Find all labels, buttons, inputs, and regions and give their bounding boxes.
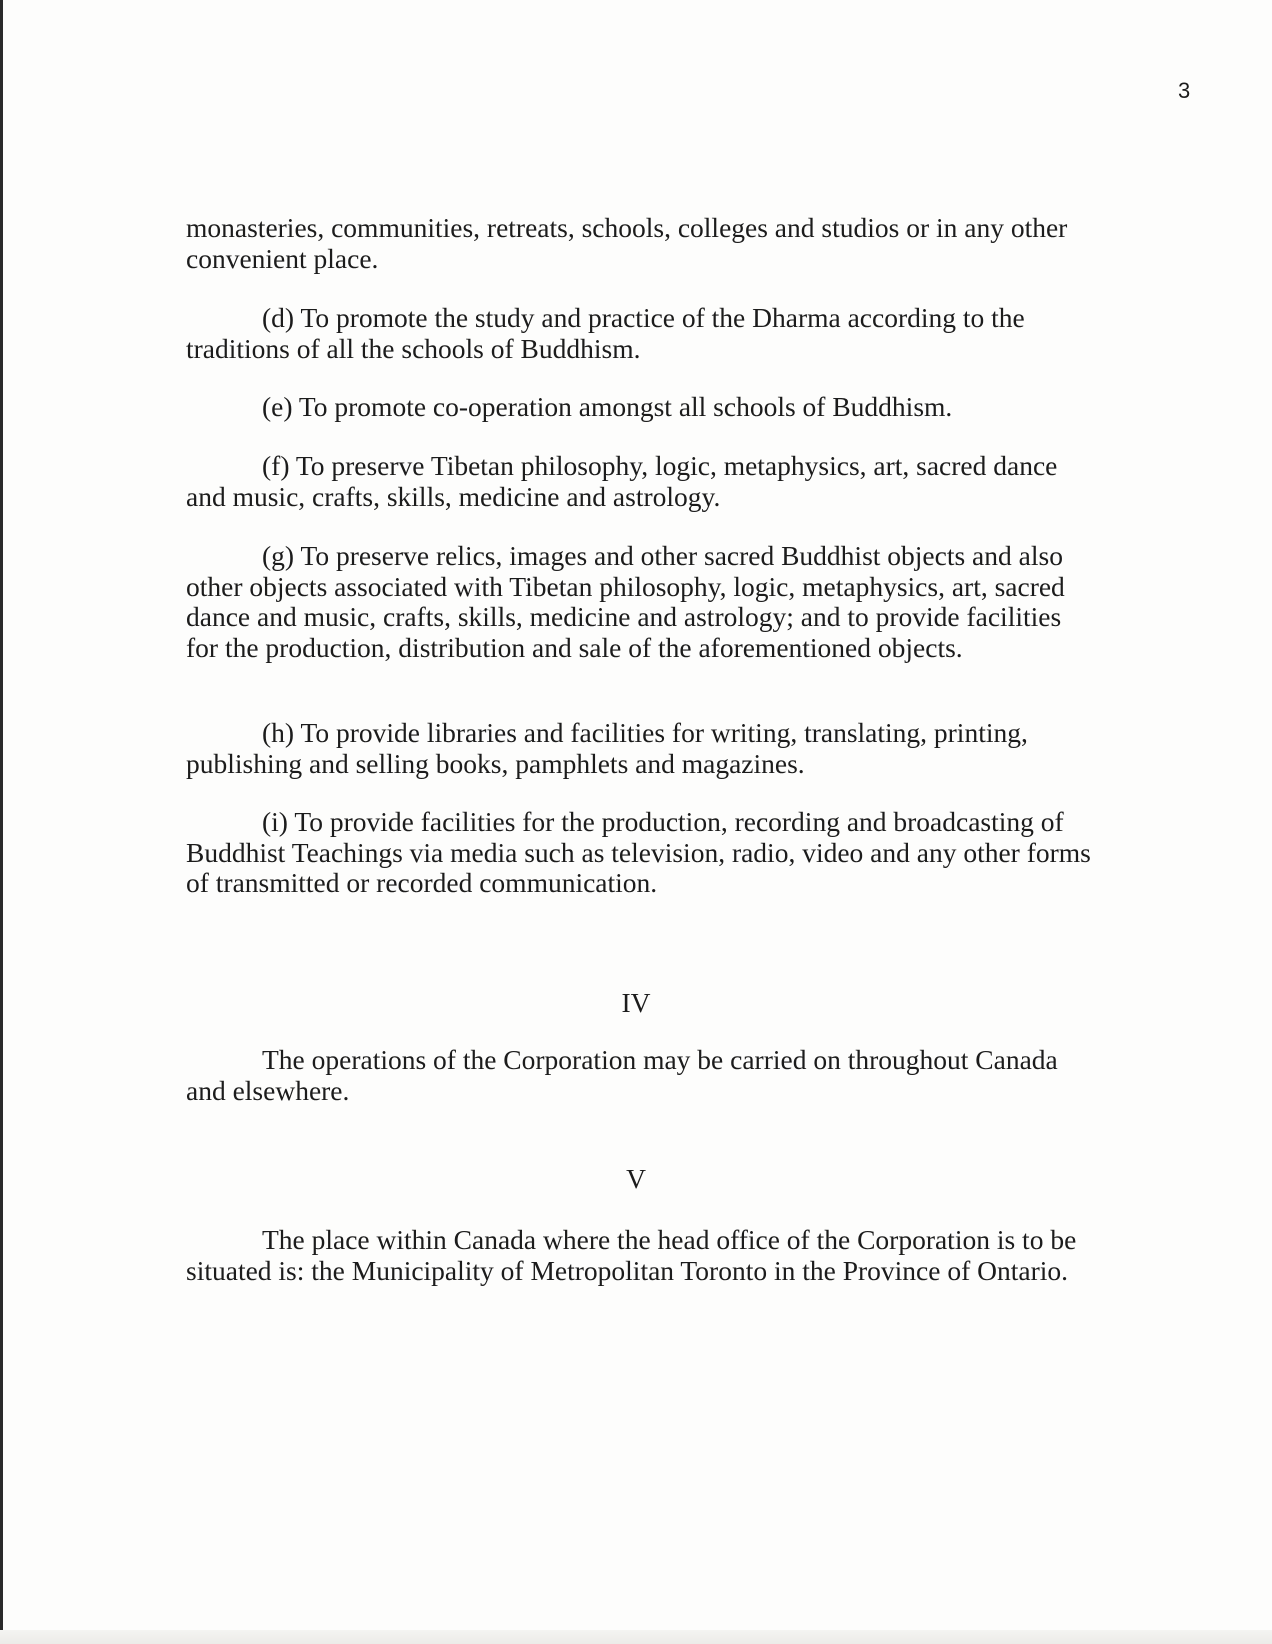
scan-edge-bottom: [0, 1630, 1272, 1644]
object-h-paragraph: (h) To provide libraries and facilities for writing, translating, printing, publishing and selling books, pamphlets and magazines.: [186, 717, 1028, 779]
section-v-paragraph: The place within Canada where the head office of the Corporation is to be situated is: the Municipality of Metropolitan Toronto in the Province of Ontario.: [186, 1224, 1077, 1286]
object-d-paragraph: (d) To promote the study and practice of the Dharma according to the traditions of all the schools of Buddhism.: [186, 302, 1025, 364]
section-heading-v: V: [626, 1163, 646, 1194]
section-iv-paragraph: The operations of the Corporation may be carried on throughout Canada and elsewhere.: [186, 1044, 1058, 1106]
scan-edge-left: [0, 0, 3, 1644]
section-heading-iv: IV: [621, 987, 651, 1018]
object-g-paragraph: (g) To preserve relics, images and other sacred Buddhist objects and also other objects associated with Tibetan philosophy, logic, metaphysics, art, sacred dance and music, crafts, skills, medicine and astrology; and to provide facilities for the production, distribution and sale of the aforementioned objects.: [186, 540, 1065, 663]
object-i-paragraph: (i) To provide facilities for the production, recording and broadcasting of Buddhist Teachings via media such as television, radio, video and any other forms of transmitted or recorded communication.: [186, 806, 1091, 898]
continuation-paragraph: monasteries, communities, retreats, schools, colleges and studios or in any other convenient place.: [186, 212, 1068, 274]
object-e-paragraph: (e) To promote co-operation amongst all schools of Buddhism.: [262, 391, 953, 422]
object-f-paragraph: (f) To preserve Tibetan philosophy, logic, metaphysics, art, sacred dance and music, crafts, skills, medicine and astrology.: [186, 450, 1058, 512]
page-number: 3: [1178, 78, 1191, 103]
